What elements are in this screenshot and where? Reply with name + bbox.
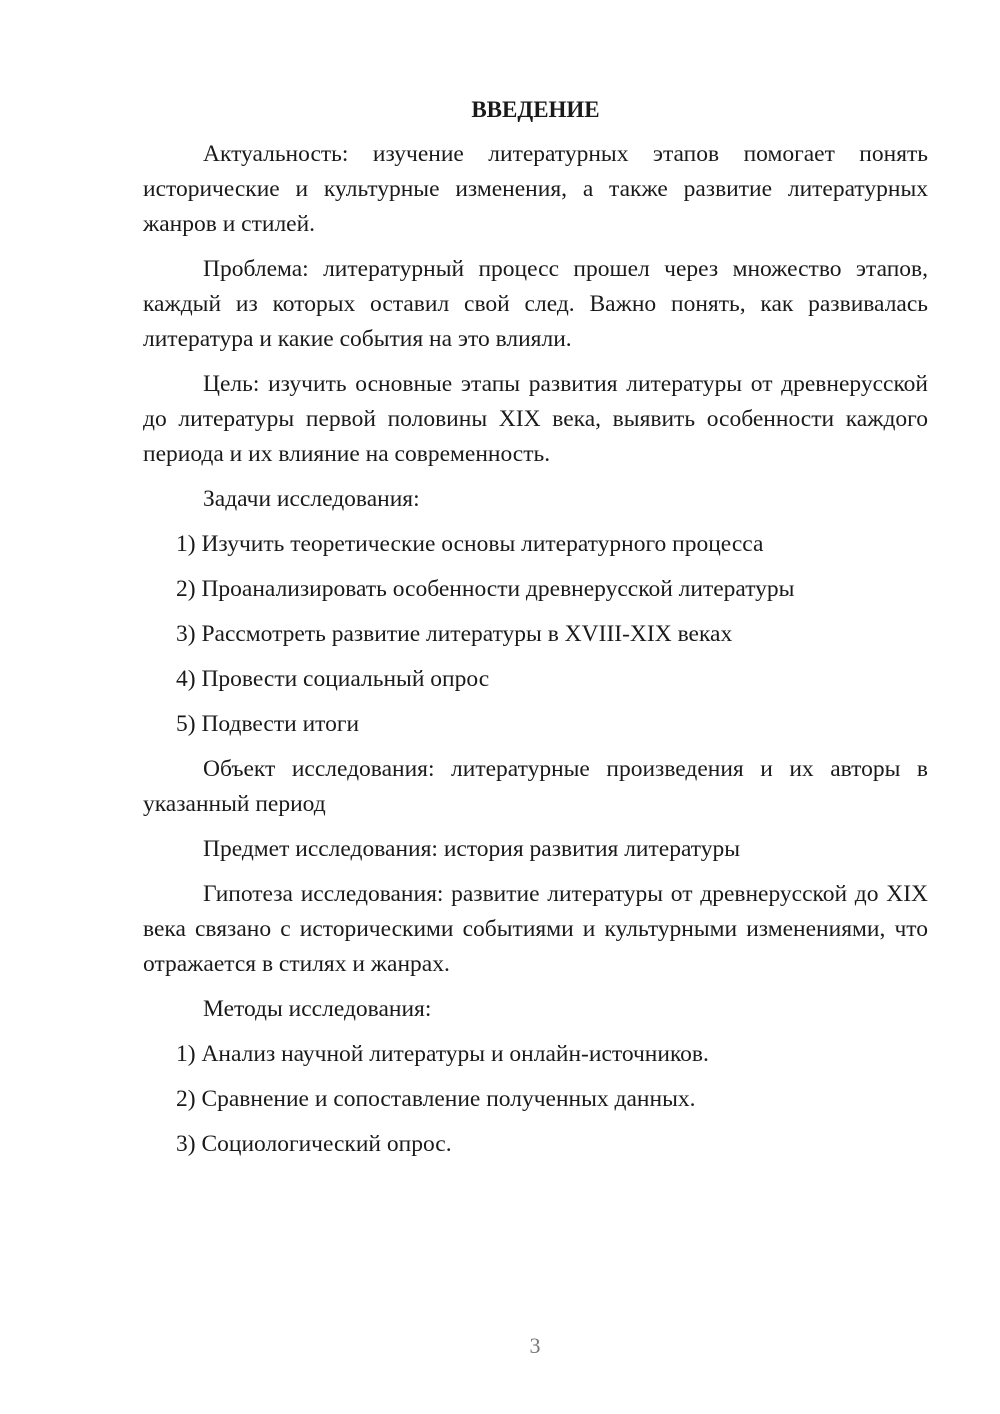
list-item: 1) Изучить теоретические основы литературного процесса xyxy=(176,531,764,557)
methods-list xyxy=(143,1037,928,1162)
list-item: 2) Проанализировать особенности древнерусской литературы xyxy=(176,576,795,602)
list-item: 3) Социологический опрос. xyxy=(176,1131,452,1157)
list-item: 5) Подвести итоги xyxy=(176,711,360,737)
list-item: 3) Рассмотреть развитие литературы в XVIII-XIX веках xyxy=(176,621,733,647)
tasks-list xyxy=(143,527,928,742)
hypothesis-paragraph: Гипотеза исследования: развитие литературы от древнерусской до XIX века связано с историческими событиями и культурными изменениями, что отражается в стилях и жанрах. xyxy=(143,881,928,977)
document-body xyxy=(143,92,928,1172)
problem-paragraph: Проблема: литературный процесс прошел через множество этапов, каждый из которых оставил свой след. Важно понять, как развивалась литература и какие события на это влияли. xyxy=(143,256,928,352)
relevance-paragraph: Актуальность: изучение литературных этапов помогает понять исторические и культурные изменения, а также развитие литературных жанров и стилей. xyxy=(143,141,928,237)
list-item: 2) Сравнение и сопоставление полученных данных. xyxy=(176,1086,696,1112)
list-item: 1) Анализ научной литературы и онлайн-источников. xyxy=(176,1041,709,1067)
subject-paragraph: Предмет исследования: история развития литературы xyxy=(203,836,741,862)
methods-label: Методы исследования: xyxy=(203,996,432,1022)
page-title: ВВЕДЕНИЕ xyxy=(471,97,600,122)
object-paragraph: Объект исследования: литературные произведения и их авторы в указанный период xyxy=(143,756,928,817)
list-item: 4) Провести социальный опрос xyxy=(176,666,490,692)
page-number: 3 xyxy=(529,1333,541,1358)
goal-paragraph: Цель: изучить основные этапы развития литературы от древнерусской до литературы первой половины XIX века, выявить особенности каждого периода и их влияние на современность. xyxy=(143,371,928,467)
tasks-label: Задачи исследования: xyxy=(203,486,420,512)
